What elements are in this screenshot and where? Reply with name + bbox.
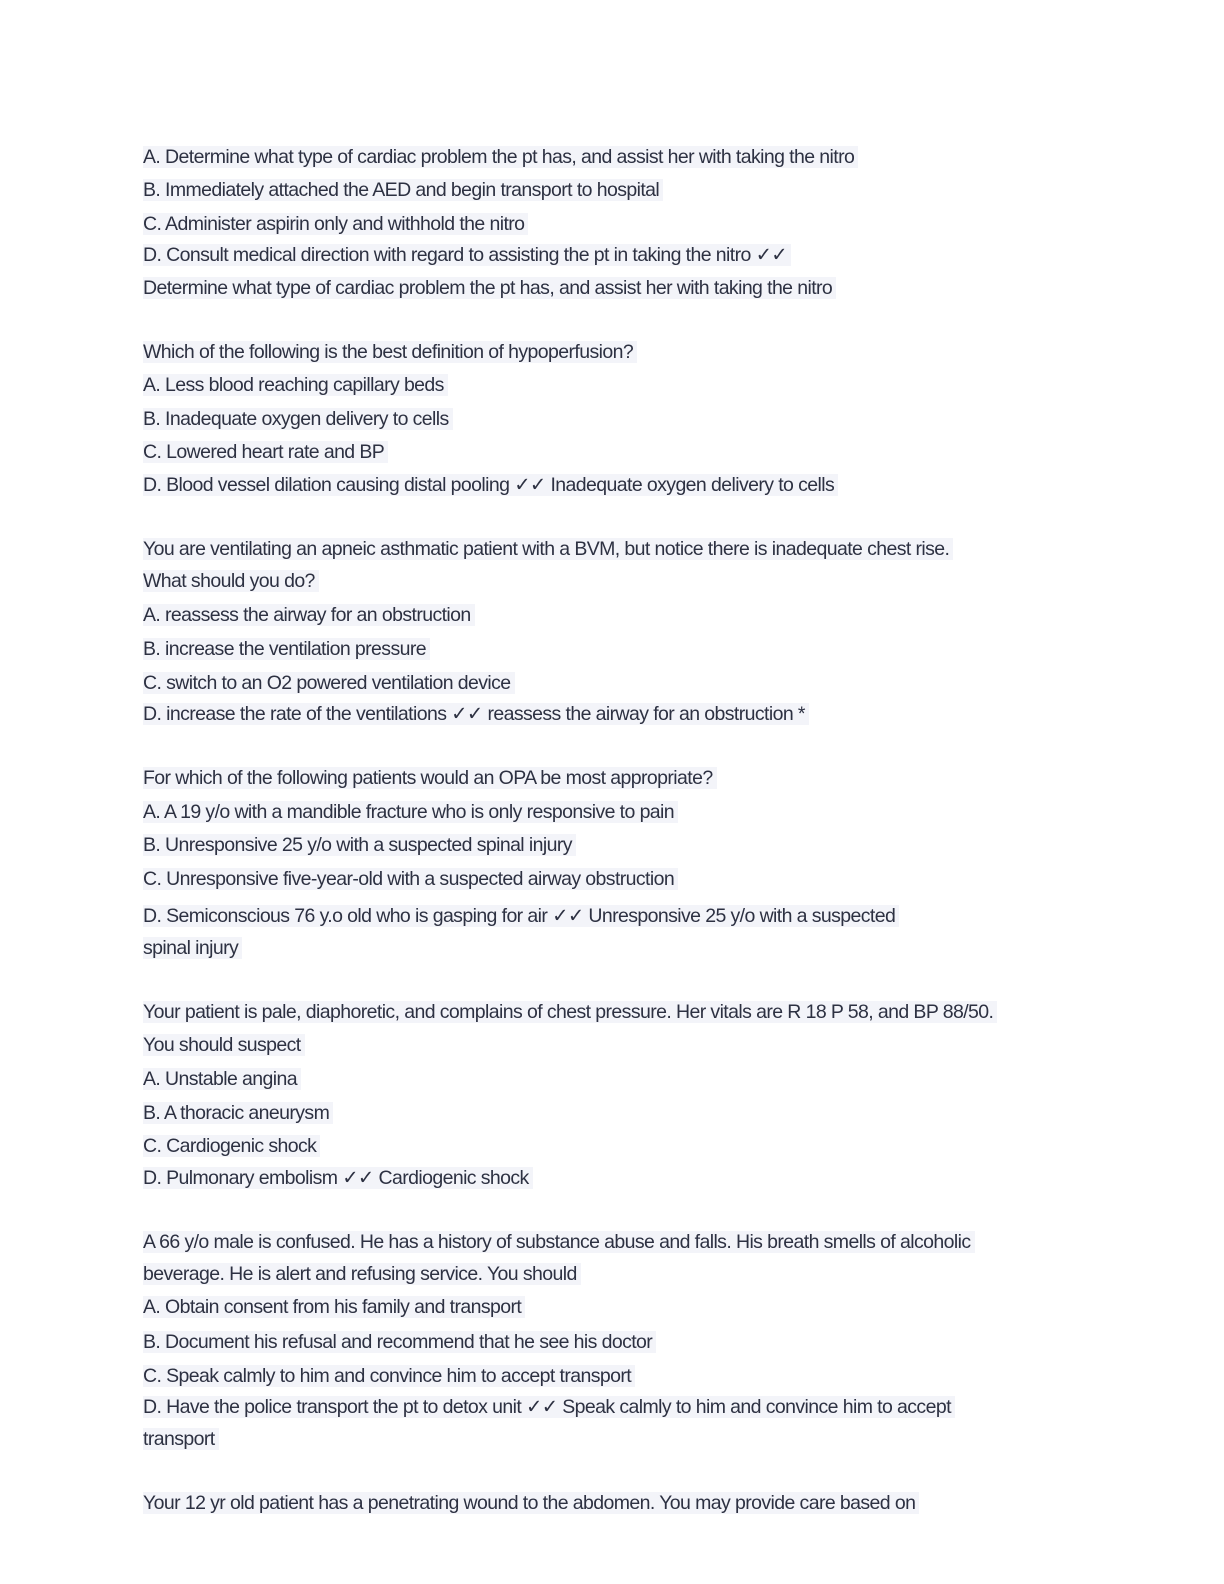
answer-option-b: B. Document his refusal and recommend that he see his doctor bbox=[143, 1327, 656, 1358]
question-text: Your patient is pale, diaphoretic, and complains of chest pressure. Her vitals are R 18 P 58, and BP 88/50. bbox=[143, 997, 997, 1028]
answer-option-b: B. Immediately attached the AED and begin transport to hospital bbox=[143, 175, 663, 206]
answer-option-d: D. Blood vessel dilation causing distal pooling ✓✓ Inadequate oxygen delivery to cells bbox=[143, 470, 838, 501]
answer-option-c: C. Unresponsive five-year-old with a suspected airway obstruction bbox=[143, 864, 678, 895]
question-text-cont: You should suspect bbox=[143, 1030, 305, 1061]
answer-option-b: B. Unresponsive 25 y/o with a suspected spinal injury bbox=[143, 830, 576, 861]
answer-option-b: B. increase the ventilation pressure bbox=[143, 634, 430, 665]
question-text: Your 12 yr old patient has a penetrating wound to the abdomen. You may provide care based on bbox=[143, 1488, 919, 1519]
answer-option-a: A. Determine what type of cardiac problem the pt has, and assist her with taking the nitro bbox=[143, 142, 858, 173]
answer-option-d: D. Pulmonary embolism ✓✓ Cardiogenic shock bbox=[143, 1163, 533, 1194]
question-text-cont: beverage. He is alert and refusing service. You should bbox=[143, 1259, 581, 1290]
answer-option-b: B. A thoracic aneurysm bbox=[143, 1098, 333, 1129]
answer-option-a: A. Unstable angina bbox=[143, 1064, 301, 1095]
answer-option-c: C. Administer aspirin only and withhold the nitro bbox=[143, 209, 528, 240]
answer-option-a: A. Obtain consent from his family and transport bbox=[143, 1292, 525, 1323]
question-text: You are ventilating an apneic asthmatic patient with a BVM, but notice there is inadequate chest rise. bbox=[143, 534, 953, 565]
answer-option-c: C. Lowered heart rate and BP bbox=[143, 437, 388, 468]
question-text: A 66 y/o male is confused. He has a history of substance abuse and falls. His breath smells of alcoholic bbox=[143, 1227, 975, 1258]
answer-option-d-cont: spinal injury bbox=[143, 933, 242, 964]
answer-option-c: C. Cardiogenic shock bbox=[143, 1131, 320, 1162]
answer-option-d: D. increase the rate of the ventilations ✓✓ reassess the airway for an obstruction * bbox=[143, 699, 809, 730]
answer-option-c: C. Speak calmly to him and convince him to accept transport bbox=[143, 1361, 635, 1392]
question-text: For which of the following patients would an OPA be most appropriate? bbox=[143, 763, 717, 794]
correct-answer: Determine what type of cardiac problem the pt has, and assist her with taking the nitro bbox=[143, 273, 836, 304]
answer-option-a: A. reassess the airway for an obstruction bbox=[143, 600, 475, 631]
question-text: Which of the following is the best definition of hypoperfusion? bbox=[143, 337, 637, 368]
question-text-cont: What should you do? bbox=[143, 566, 319, 597]
answer-option-b: B. Inadequate oxygen delivery to cells bbox=[143, 404, 453, 435]
answer-option-a: A. Less blood reaching capillary beds bbox=[143, 370, 448, 401]
answer-option-c: C. switch to an O2 powered ventilation device bbox=[143, 668, 515, 699]
answer-option-d-cont: transport bbox=[143, 1424, 219, 1455]
answer-option-d: D. Have the police transport the pt to detox unit ✓✓ Speak calmly to him and convince him to accept bbox=[143, 1392, 955, 1423]
answer-option-d: D. Consult medical direction with regard to assisting the pt in taking the nitro ✓✓ bbox=[143, 240, 791, 271]
answer-option-a: A. A 19 y/o with a mandible fracture who is only responsive to pain bbox=[143, 797, 678, 828]
answer-option-d: D. Semiconscious 76 y.o old who is gasping for air ✓✓ Unresponsive 25 y/o with a suspected bbox=[143, 901, 899, 932]
